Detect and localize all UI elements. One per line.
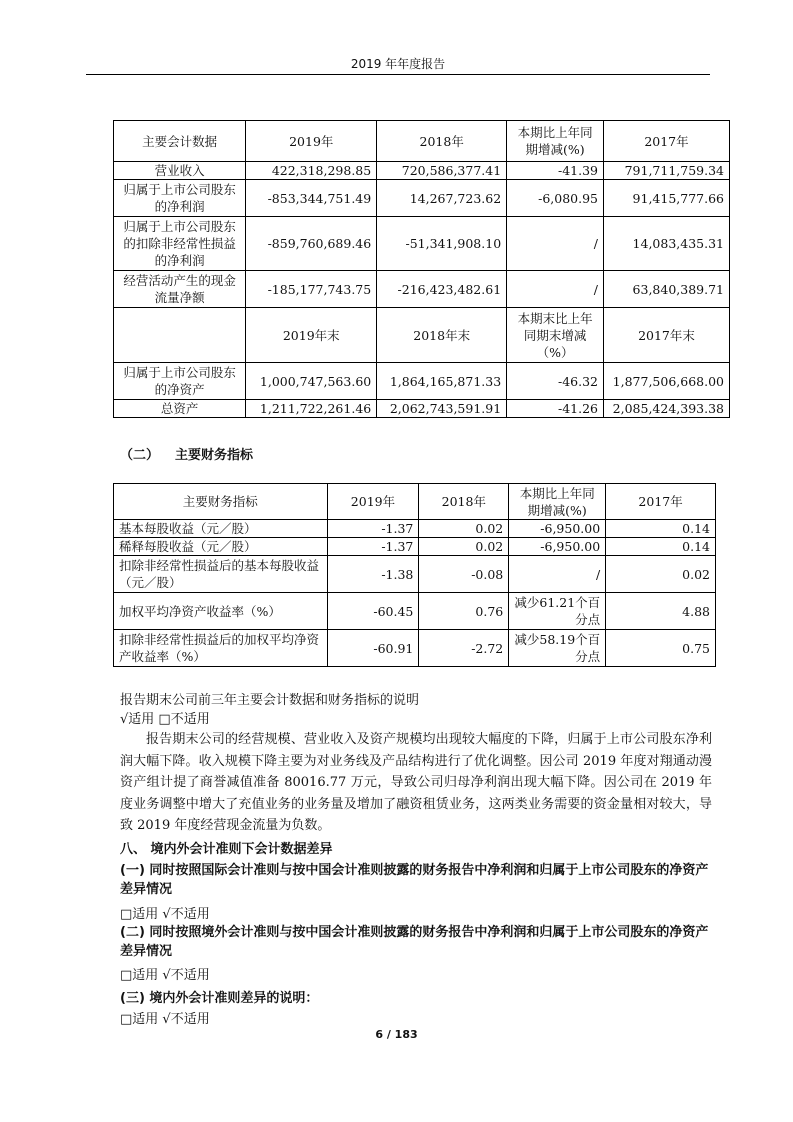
cell-value: -6,950.00: [509, 538, 606, 556]
cell-value: 减少58.19个百分点: [509, 630, 606, 667]
table-header-row: [114, 308, 730, 363]
cell-value: 1,211,722,261.46: [246, 400, 377, 418]
cell-value: -0.08: [419, 556, 509, 593]
subsection-2-checkbox: □适用 √不适用: [120, 968, 210, 983]
row-label: 经营活动产生的现金流量净额: [114, 271, 246, 308]
cell-value: -1.37: [327, 520, 419, 538]
section-title: 主要财务指标: [175, 448, 254, 463]
financial-indicators-table: [113, 483, 716, 667]
cell-value: 91,415,777.66: [603, 180, 729, 217]
table-row: [114, 400, 730, 418]
cell-value: -1.38: [327, 556, 419, 593]
table-header-cell: [114, 308, 246, 363]
table-header-cell: 2017年: [603, 121, 729, 162]
cell-value: 0.02: [419, 538, 509, 556]
cell-value: -60.45: [327, 593, 419, 630]
table-header-cell: 本期末比上年同期末增减（%）: [507, 308, 604, 363]
header-divider: [86, 74, 710, 75]
cell-value: 422,318,298.85: [246, 162, 377, 180]
cell-value: 63,840,389.71: [603, 271, 729, 308]
table-header-row: [114, 121, 730, 162]
row-label: 归属于上市公司股东的净资产: [114, 363, 246, 400]
table-row: [114, 520, 716, 538]
table-row: [114, 593, 716, 630]
table-row: [114, 363, 730, 400]
table-header-cell: 主要财务指标: [114, 484, 328, 520]
section-number: （二）: [120, 448, 160, 463]
cell-value: 0.14: [606, 520, 716, 538]
cell-value: /: [507, 271, 604, 308]
cell-value: -41.39: [507, 162, 604, 180]
cell-value: 1,000,747,563.60: [246, 363, 377, 400]
cell-value: 0.02: [419, 520, 509, 538]
table-header-cell: 主要会计数据: [114, 121, 246, 162]
row-label: 稀释每股收益（元／股）: [114, 538, 328, 556]
cell-value: /: [509, 556, 606, 593]
subsection-1-title: (一) 同时按照国际会计准则与按中国会计准则披露的财务报告中净利润和归属于上市公司股东的净资产差异情况: [120, 863, 709, 897]
cell-value: -46.32: [507, 363, 604, 400]
cell-value: 2,062,743,591.91: [377, 400, 507, 418]
page-header-title: 2019 年年度报告: [350, 57, 446, 71]
table-header-cell: 2019年末: [246, 308, 377, 363]
table-header-cell: 2018年: [377, 121, 507, 162]
cell-value: 0.14: [606, 538, 716, 556]
cell-value: 减少61.21个百分点: [509, 593, 606, 630]
row-label: 扣除非经常性损益后的加权平均净资产收益率（%）: [114, 630, 328, 667]
cell-value: /: [507, 217, 604, 271]
cell-value: 0.76: [419, 593, 509, 630]
table-row: [114, 538, 716, 556]
cell-value: -853,344,751.49: [246, 180, 377, 217]
subsection-1-checkbox: □适用 √不适用: [120, 907, 210, 922]
table-row: [114, 271, 730, 308]
table-header-cell: 2018年: [419, 484, 509, 520]
cell-value: 0.02: [606, 556, 716, 593]
cell-value: 14,083,435.31: [603, 217, 729, 271]
table-row: [114, 556, 716, 593]
row-label: 归属于上市公司股东的净利润: [114, 180, 246, 217]
table-header-cell: 2017年: [606, 484, 716, 520]
table-header-cell: 2019年: [246, 121, 377, 162]
cell-value: 720,586,377.41: [377, 162, 507, 180]
row-label: 总资产: [114, 400, 246, 418]
table-row: [114, 180, 730, 217]
table-row: [114, 630, 716, 667]
main-accounting-data-table: [113, 120, 730, 418]
row-label: 加权平均净资产收益率（%）: [114, 593, 328, 630]
table-row: [114, 217, 730, 271]
page-number: 6 / 183: [375, 1028, 418, 1041]
cell-value: -185,177,743.75: [246, 271, 377, 308]
cell-value: 1,877,506,668.00: [603, 363, 729, 400]
subsection-2-title: (二) 同时按照境外会计准则与按中国会计准则披露的财务报告中净利润和归属于上市公司股东的净资产差异情况: [120, 925, 709, 959]
row-label: 营业收入: [114, 162, 246, 180]
cell-value: -51,341,908.10: [377, 217, 507, 271]
subsection-3-checkbox: □适用 √不适用: [120, 1012, 210, 1027]
notes-body-paragraph: 报告期末公司的经营规模、营业收入及资产规模均出现较大幅度的下降，归属于上市公司股东净利润大幅下降。收入规模下降主要为对业务线及产品结构进行了优化调整。因公司 2019 年度对翔通动漫资产组计提了商誉减值准备 80016.77 万元，导致公司归母净利润出现大幅下降。因公司在 2019 年度业务调整中增大了充值业务的业务量及增加了融资租赁业务，这两类业务需要的资金量相对较大，导致 2019 年度经营现金流量为负数。: [120, 732, 712, 833]
table-header-cell: 本期比上年同期增减(%): [509, 484, 606, 520]
cell-value: 14,267,723.62: [377, 180, 507, 217]
row-label: 归属于上市公司股东的扣除非经常性损益的净利润: [114, 217, 246, 271]
table-row: [114, 162, 730, 180]
cell-value: -2.72: [419, 630, 509, 667]
cell-value: -6,950.00: [509, 520, 606, 538]
table-header-cell: 2019年: [327, 484, 419, 520]
subsection-3-title: (三) 境内外会计准则差异的说明：: [120, 991, 319, 1006]
row-label: 基本每股收益（元／股）: [114, 520, 328, 538]
cell-value: 2,085,424,393.38: [603, 400, 729, 418]
cell-value: -41.26: [507, 400, 604, 418]
cell-value: 791,711,759.34: [603, 162, 729, 180]
table-header-cell: 2018年末: [377, 308, 507, 363]
cell-value: 0.75: [606, 630, 716, 667]
cell-value: -1.37: [327, 538, 419, 556]
notes-intro: 报告期末公司前三年主要会计数据和财务指标的说明: [120, 693, 420, 708]
cell-value: -859,760,689.46: [246, 217, 377, 271]
applicable-checkbox-line: √适用 □不适用: [120, 712, 210, 727]
cell-value: -6,080.95: [507, 180, 604, 217]
table-header-row: [114, 484, 716, 520]
table-header-cell: 2017年末: [603, 308, 729, 363]
section-8-title: 八、 境内外会计准则下会计数据差异: [120, 842, 333, 857]
row-label: 扣除非经常性损益后的基本每股收益（元／股）: [114, 556, 328, 593]
cell-value: 4.88: [606, 593, 716, 630]
cell-value: -60.91: [327, 630, 419, 667]
cell-value: 1,864,165,871.33: [377, 363, 507, 400]
cell-value: -216,423,482.61: [377, 271, 507, 308]
table-header-cell: 本期比上年同期增减(%): [507, 121, 604, 162]
